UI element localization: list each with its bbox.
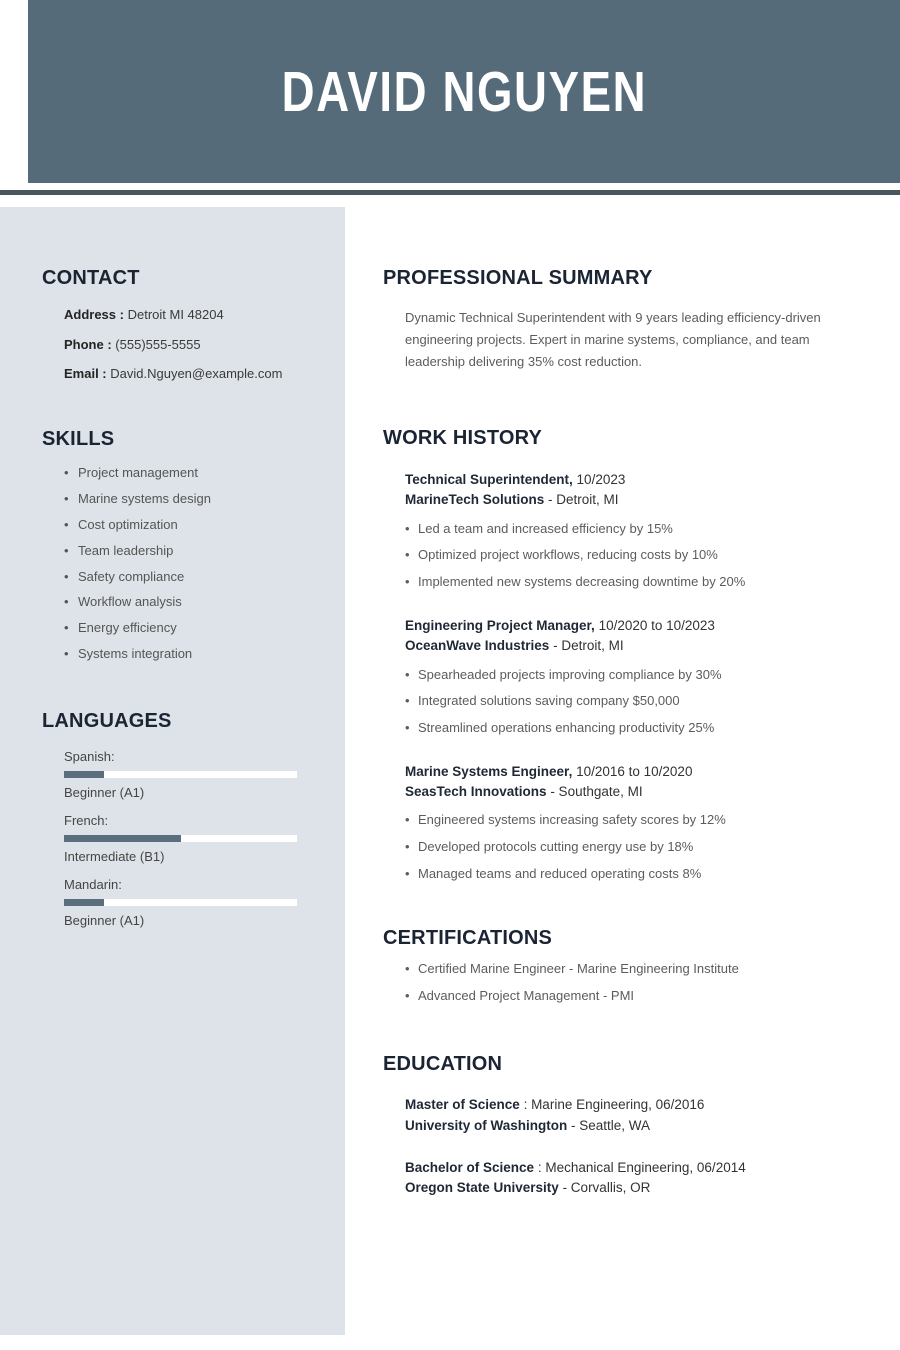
education-location: - Corvallis, OR	[562, 1180, 651, 1196]
skill-item: • Safety compliance	[64, 570, 311, 585]
job-bullet: • Implemented new systems decreasing downtime by 20%	[405, 574, 844, 590]
contact-email-value: David.Nguyen@example.com	[110, 366, 283, 382]
language-progress-bar	[64, 899, 297, 906]
skill-item: • Team leadership	[64, 544, 311, 559]
job-location: - Detroit, MI	[553, 637, 624, 653]
job-bullet: • Streamlined operations enhancing productivity 25%	[405, 720, 844, 736]
job-company-line	[405, 782, 844, 802]
skills-section	[42, 428, 311, 663]
job-bullets	[405, 667, 844, 736]
languages-section	[42, 710, 311, 928]
contact-email-label: Email :	[64, 366, 107, 382]
skill-item: • Systems integration	[64, 647, 311, 662]
language-progress-bar	[64, 771, 297, 778]
languages-heading: LANGUAGES	[42, 710, 172, 733]
languages-list	[42, 749, 311, 928]
language-item-mandarin	[64, 877, 311, 928]
job-role: Engineering Project Manager,	[405, 618, 595, 634]
language-level: Intermediate (B1)	[64, 849, 165, 865]
certification-item: • Advanced Project Management - PMI	[405, 988, 844, 1004]
job-entry	[405, 470, 844, 589]
work-history-heading: WORK HISTORY	[383, 427, 543, 450]
job-entry	[405, 762, 844, 881]
education-program: : Mechanical Engineering, 06/2014	[537, 1159, 746, 1175]
job-title-line	[405, 616, 844, 636]
summary-text: Dynamic Technical Superintendent with 9 years leading efficiency-driven engineering projects. Expert in marine systems, compliance, and team leadership delivering 35% cost reduction.	[405, 310, 821, 369]
job-bullet: • Engineered systems increasing safety scores by 12%	[405, 812, 844, 828]
candidate-name: DAVID NGUYEN	[281, 59, 647, 124]
job-bullet: • Optimized project workflows, reducing costs by 10%	[405, 547, 844, 563]
skills-heading: SKILLS	[42, 427, 115, 450]
contact-address-value: Detroit MI 48204	[127, 307, 224, 322]
education-degree: Bachelor of Science	[405, 1159, 535, 1175]
education-school-line	[405, 1116, 844, 1136]
education-school: Oregon State University	[405, 1180, 559, 1196]
education-location: - Seattle, WA	[571, 1117, 651, 1133]
language-level: Beginner (A1)	[64, 913, 145, 929]
education-section	[383, 1053, 844, 1198]
skill-item: • Marine systems design	[64, 492, 311, 507]
resume-body	[0, 207, 900, 1335]
job-bullet: • Integrated solutions saving company $50,000	[405, 693, 844, 709]
contact-section	[42, 267, 311, 382]
skill-item: • Workflow analysis	[64, 595, 311, 610]
job-bullet: • Led a team and increased efficiency by 15%	[405, 521, 844, 537]
job-bullet: • Managed teams and reduced operating costs 8%	[405, 866, 844, 882]
education-program: : Marine Engineering, 06/2016	[523, 1097, 705, 1113]
job-dates: 10/2020 to 10/2023	[598, 618, 715, 634]
certifications-heading: CERTIFICATIONS	[383, 927, 553, 950]
certifications-list	[405, 961, 844, 1003]
skill-item: • Cost optimization	[64, 518, 311, 533]
job-bullet: • Developed protocols cutting energy use by 18%	[405, 839, 844, 855]
certification-item: • Certified Marine Engineer - Marine Engineering Institute	[405, 961, 844, 977]
skills-list	[64, 466, 311, 663]
education-school: University of Washington	[405, 1117, 568, 1133]
job-role: Technical Superintendent,	[405, 472, 573, 488]
job-bullet: • Spearheaded projects improving compliance by 30%	[405, 667, 844, 683]
header-divider	[0, 190, 900, 195]
contact-address	[64, 307, 311, 323]
contact-phone	[64, 337, 311, 353]
skill-item: • Energy efficiency	[64, 621, 311, 636]
contact-list	[64, 307, 311, 382]
job-bullets	[405, 812, 844, 881]
job-company-line	[405, 490, 844, 510]
language-progress-fill	[64, 771, 104, 778]
language-item-french	[64, 813, 311, 864]
language-name: French:	[64, 813, 109, 829]
education-school-line	[405, 1178, 844, 1198]
main-column	[345, 207, 900, 1335]
language-progress-fill	[64, 899, 104, 906]
language-level: Beginner (A1)	[64, 785, 145, 801]
job-bullets	[405, 521, 844, 590]
job-dates: 10/2016 to 10/2020	[576, 764, 693, 780]
contact-heading: CONTACT	[42, 267, 140, 289]
education-entry	[405, 1158, 844, 1199]
language-item-spanish	[64, 749, 311, 800]
job-dates: 10/2023	[576, 472, 626, 488]
contact-phone-label: Phone :	[64, 336, 112, 352]
job-company-line	[405, 636, 844, 656]
education-heading: EDUCATION	[383, 1053, 503, 1076]
job-title-line	[405, 762, 844, 782]
education-degree-line	[405, 1095, 844, 1115]
job-location: - Detroit, MI	[548, 492, 619, 508]
job-company: MarineTech Solutions	[405, 492, 545, 508]
skill-item: • Project management	[64, 466, 311, 481]
contact-email	[64, 366, 311, 382]
sidebar	[0, 207, 345, 1335]
language-name: Mandarin:	[64, 877, 122, 893]
contact-phone-value: (555)555-5555	[115, 336, 201, 352]
job-entry	[405, 616, 844, 735]
education-degree: Master of Science	[405, 1097, 520, 1113]
education-degree-line	[405, 1158, 844, 1178]
job-company: OceanWave Industries	[405, 637, 550, 653]
job-role: Marine Systems Engineer,	[405, 764, 573, 780]
language-progress-bar	[64, 835, 297, 842]
resume-header	[28, 0, 900, 183]
contact-address-label: Address :	[64, 307, 124, 322]
summary-heading: PROFESSIONAL SUMMARY	[383, 267, 653, 289]
language-progress-fill	[64, 835, 181, 842]
education-entry	[405, 1095, 844, 1136]
job-title-line	[405, 470, 844, 490]
certifications-section	[383, 927, 844, 1003]
job-location: - Southgate, MI	[550, 783, 643, 799]
job-company: SeasTech Innovations	[405, 783, 547, 799]
summary-section	[383, 267, 844, 372]
language-name: Spanish:	[64, 749, 115, 765]
work-history-section	[383, 427, 844, 881]
